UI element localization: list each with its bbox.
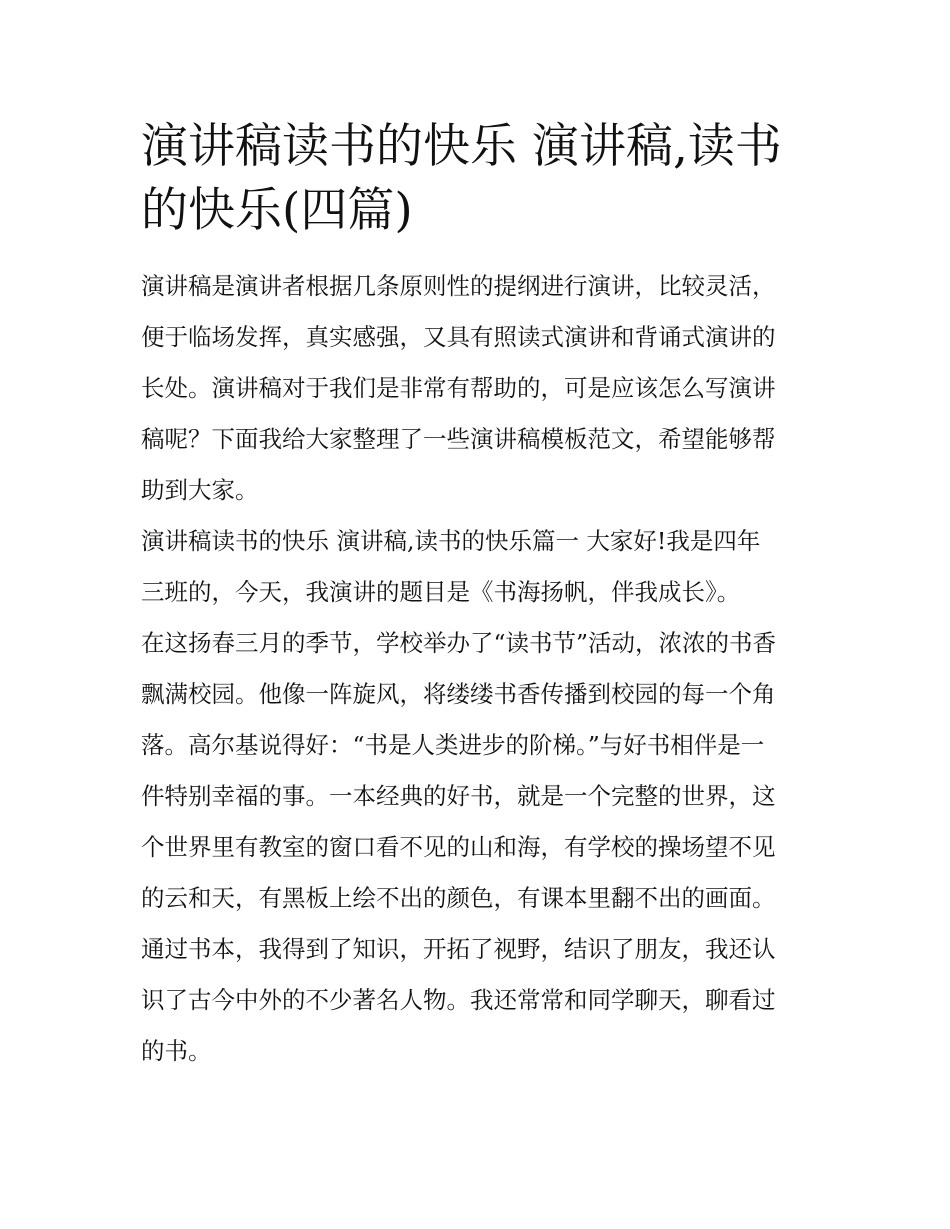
- text-line: 落。高尔基说得好：“书是人类进步的阶梯。”与好书相伴是一: [141, 731, 765, 759]
- text-line: 件特别幸福的事。一本经典的好书，就是一个完整的世界，这: [141, 782, 776, 810]
- title-line: 演讲稿读书的快乐 演讲稿,读书: [141, 119, 782, 174]
- text-line: 飘满校园。他像一阵旋风，将缕缕书香传播到校园的每一个角: [141, 680, 776, 708]
- text-line: 个世界里有教室的窗口看不见的山和海，有学校的操场望不见: [141, 833, 776, 861]
- text-line: 三班的，今天，我演讲的题目是《书海扬帆，伴我成长》。: [141, 578, 741, 606]
- document-title: [141, 115, 813, 243]
- title-line: 的快乐(四篇): [141, 183, 413, 238]
- text-line: 助到大家。: [141, 476, 259, 504]
- text-line: 长处。演讲稿对于我们是非常有帮助的，可是应该怎么写演讲: [141, 374, 776, 402]
- text-line: 便于临场发挥，真实感强，又具有照读式演讲和背诵式演讲的: [141, 323, 776, 351]
- intro-paragraph: [141, 261, 813, 516]
- text-line: 在这扬春三月的季节，学校举办了“读书节”活动，浓浓的书香: [141, 629, 777, 657]
- text-line: 识了古今中外的不少著名人物。我还常常和同学聊天，聊看过: [141, 986, 776, 1014]
- text-line: 稿呢？下面我给大家整理了一些演讲稿模板范文，希望能够帮: [141, 425, 776, 453]
- text-line: 演讲稿是演讲者根据几条原则性的提纲进行演讲，比较灵活，: [141, 272, 776, 300]
- text-line: 演讲稿读书的快乐 演讲稿,读书的快乐篇一 大家好!我是四年: [141, 527, 761, 555]
- document-content: [141, 115, 813, 1077]
- text-line: 的书。: [141, 1037, 212, 1065]
- speech-body-paragraph: [141, 618, 813, 1077]
- text-line: 的云和天，有黑板上绘不出的颜色，有课本里翻不出的画面。: [141, 884, 776, 912]
- text-line: 通过书本，我得到了知识，开拓了视野，结识了朋友，我还认: [141, 935, 776, 963]
- speech-opening-paragraph: [141, 516, 813, 618]
